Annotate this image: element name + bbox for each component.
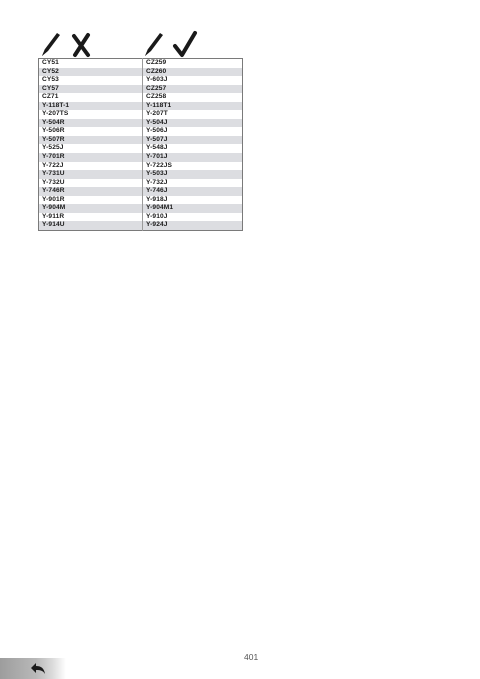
- table-row: [39, 136, 243, 145]
- incorrect-code-cell: Y-914U: [39, 221, 143, 230]
- table-row: [39, 170, 243, 179]
- table-row: [39, 85, 243, 94]
- incorrect-code-cell: Y-701R: [39, 153, 143, 162]
- incorrect-code-cell: CY51: [39, 59, 143, 68]
- correct-code-cell: Y-924J: [143, 221, 243, 230]
- incorrect-code-cell: CY57: [39, 85, 143, 94]
- table-row: [39, 102, 243, 111]
- correct-code-cell: Y-910J: [146, 212, 168, 220]
- correct-code-cell: Y-904M1: [143, 204, 243, 213]
- table-row: [39, 196, 243, 205]
- incorrect-code-cell: Y-901R: [39, 196, 143, 205]
- table-row: [39, 187, 243, 196]
- reference-comparison-table: [38, 58, 243, 231]
- page-number: 401: [244, 652, 259, 662]
- table-row: [39, 213, 243, 222]
- incorrect-code-cell: Y-506R: [39, 127, 143, 136]
- table-row: [39, 204, 243, 213]
- pen-cross-icon: [38, 30, 94, 58]
- incorrect-code-cell: Y-722J: [39, 162, 143, 171]
- correct-code-cell: Y-732J: [146, 178, 168, 186]
- correct-code-cell: Y-603J: [146, 76, 168, 84]
- incorrect-code-cell: Y-746R: [39, 187, 143, 196]
- back-arrow-icon: [30, 662, 46, 675]
- table-row: [39, 68, 243, 77]
- incorrect-code-cell: Y-507R: [39, 136, 143, 145]
- correct-code-cell: CZ258: [146, 93, 167, 101]
- table-row: [39, 144, 243, 153]
- incorrect-code-cell: Y-207TS: [39, 110, 143, 119]
- incorrect-code-cell: Y-525J: [39, 144, 143, 153]
- correct-code-cell: Y-506J: [146, 127, 168, 135]
- correct-code-cell: Y-918J: [146, 195, 168, 203]
- correct-code-cell: Y-507J: [143, 136, 243, 145]
- incorrect-code-cell: Y-904M: [39, 204, 143, 213]
- correct-code-cell: Y-746J: [143, 187, 243, 196]
- correct-code-cell: CZ259: [146, 59, 167, 66]
- correct-code-cell: Y-548J: [146, 144, 168, 152]
- correct-code-cell: Y-504J: [143, 119, 243, 128]
- incorrect-code-cell: Y-911R: [39, 213, 143, 222]
- correct-code-cell: Y-503J: [143, 170, 243, 179]
- table-row: [39, 127, 243, 136]
- table-row: [39, 93, 243, 102]
- table-row: [39, 153, 243, 162]
- correct-code-cell: CZ260: [143, 68, 243, 77]
- incorrect-code-cell: Y-504R: [39, 119, 143, 128]
- table-row: [39, 162, 243, 171]
- pen-check-icon: [141, 30, 201, 58]
- table-row: [39, 59, 243, 68]
- incorrect-code-cell: Y-731U: [39, 170, 143, 179]
- incorrect-code-cell: Y-118T-1: [39, 102, 143, 111]
- table-row: [39, 221, 243, 230]
- table-row: [39, 76, 243, 85]
- incorrect-code-cell: CY52: [39, 68, 143, 77]
- back-button[interactable]: [0, 658, 66, 679]
- correct-code-cell: Y-701J: [143, 153, 243, 162]
- table-row: [39, 119, 243, 128]
- correct-code-cell: Y-118T1: [143, 102, 243, 111]
- table-row: [39, 110, 243, 119]
- column-header-icons: [38, 30, 243, 58]
- correct-code-cell: Y-207T: [146, 110, 168, 118]
- correct-code-cell: Y-722JS: [146, 161, 172, 169]
- table-row: [39, 179, 243, 188]
- incorrect-code-cell: CY53: [39, 76, 143, 85]
- correct-code-cell: CZ257: [143, 85, 243, 94]
- incorrect-code-cell: Y-732U: [39, 179, 143, 188]
- incorrect-code-cell: CZ71: [39, 93, 143, 102]
